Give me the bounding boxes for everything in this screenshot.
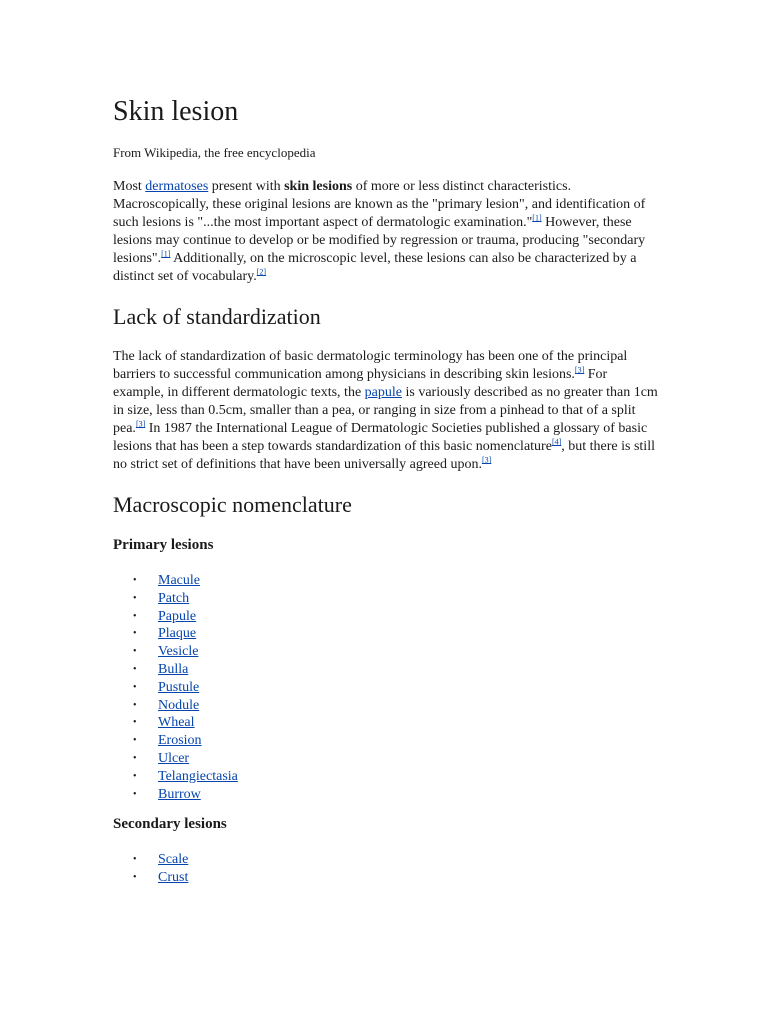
citation-3: [257, 267, 266, 276]
lesion-link[interactable]: Erosion: [158, 733, 202, 749]
lesion-link[interactable]: Burrow: [158, 786, 201, 802]
list-item: [133, 661, 658, 679]
bullet-icon: •: [133, 592, 137, 604]
citation-link-5[interactable]: [3]: [135, 419, 146, 429]
bullet-icon: •: [133, 788, 137, 800]
lesion-link[interactable]: Bulla: [158, 661, 189, 677]
lesion-link[interactable]: Vesicle: [158, 644, 199, 660]
citation-link-1[interactable]: [1]: [532, 213, 542, 223]
dermatoses-link[interactable]: dermatoses: [145, 179, 209, 194]
citation-link-3[interactable]: [2]: [256, 267, 267, 277]
list-item: [133, 750, 658, 768]
article-page: [113, 96, 658, 897]
papule-link[interactable]: papule: [364, 385, 402, 400]
lesion-link[interactable]: Nodule: [158, 697, 200, 713]
secondary-lesions-list: [113, 851, 658, 887]
citation-7: [482, 455, 491, 464]
citation-4: [575, 365, 584, 374]
tagline: From Wikipedia, the free encyclopedia: [113, 145, 316, 160]
std-text-3: is variously described as no greater than 1cm in size, less than 0.5cm, smaller than a pea, or ranging in size from a pinhead to that of a split pea.: [113, 385, 658, 436]
lesion-link[interactable]: Crust: [158, 870, 189, 886]
section-heading-standardization: Lack of standardization: [113, 304, 321, 329]
list-item: [133, 768, 658, 786]
bullet-icon: •: [133, 699, 137, 711]
lesion-link[interactable]: Patch: [158, 590, 190, 606]
list-item: [133, 714, 658, 732]
lesion-link[interactable]: Papule: [158, 608, 197, 624]
list-item: [133, 851, 658, 869]
std-text-2: For example, in different dermatologic texts, the: [113, 367, 608, 400]
citation-link-2[interactable]: [1]: [161, 249, 171, 259]
intro-text-1: Most: [113, 179, 146, 194]
bullet-icon: •: [133, 752, 137, 764]
citation-link-4[interactable]: [3]: [574, 365, 585, 375]
bullet-icon: •: [133, 628, 137, 640]
list-item: [133, 590, 658, 608]
lesion-link[interactable]: Telangiectasia: [158, 768, 238, 784]
list-item: [133, 608, 658, 626]
std-text-1: The lack of standardization of basic dermatologic terminology has been one of the principal barriers to successful communication among physicians in describing skin lesions.: [113, 349, 628, 382]
bullet-icon: •: [133, 872, 137, 884]
lesion-link[interactable]: Ulcer: [158, 750, 190, 766]
bullet-icon: •: [133, 646, 137, 658]
bullet-icon: •: [133, 770, 137, 782]
bullet-icon: •: [133, 575, 137, 586]
lesion-link[interactable]: Scale: [158, 852, 189, 868]
page-title: Skin lesion: [113, 96, 239, 127]
citation-link-7[interactable]: [3]: [481, 455, 492, 465]
citation-5: [136, 419, 145, 428]
bullet-icon: •: [133, 854, 137, 866]
list-item: [133, 732, 658, 750]
primary-lesions-list: [113, 572, 658, 803]
list-item: [133, 679, 658, 697]
lesion-link[interactable]: Macule: [158, 573, 200, 588]
list-item: [133, 643, 658, 661]
list-item: [133, 786, 658, 804]
list-item: [133, 572, 658, 590]
standardization-paragraph: [113, 348, 658, 474]
intro-text-3: of more or less distinct characteristics. Macroscopically, these original lesions are known as the "primary lesion", and identification of such lesions is "...the most important aspect of dermatologic examination.": [113, 179, 646, 230]
bullet-icon: •: [133, 681, 137, 693]
list-item: [133, 869, 658, 887]
citation-6: [552, 437, 561, 446]
intro-text-5: Additionally, on the microscopic level, these lesions can also be characterized by a distinct set of vocabulary.: [113, 251, 637, 284]
lesion-link[interactable]: Wheal: [158, 715, 195, 731]
std-text-5: , but there is still no strict set of definitions that have been universally agreed upon.: [113, 439, 655, 472]
subheading-primary-lesions: Primary lesions: [113, 537, 214, 553]
subheading-secondary-lesions: Secondary lesions: [113, 816, 227, 833]
intro-text-2: present with: [208, 179, 285, 194]
bullet-icon: •: [133, 735, 137, 747]
intro-bold-term: skin lesions: [284, 179, 353, 194]
list-item: [133, 697, 658, 715]
section-heading-macroscopic: Macroscopic nomenclature: [113, 492, 352, 517]
intro-paragraph: [113, 178, 658, 286]
bullet-icon: •: [133, 610, 137, 622]
bullet-icon: •: [133, 663, 137, 675]
lesion-link[interactable]: Plaque: [158, 626, 197, 642]
lesion-link[interactable]: Pustule: [158, 679, 200, 695]
std-text-4: In 1987 the International League of Dermatologic Societies published a glossary of basic lesions that has been a step towards standardization of this basic nomenclature: [113, 421, 648, 454]
citation-link-6[interactable]: [4]: [551, 437, 562, 447]
bullet-icon: •: [133, 717, 137, 729]
intro-text-4: However, these lesions may continue to develop or be modified by regression or trauma, producing "secondary lesions".: [113, 215, 646, 266]
list-item: [133, 625, 658, 643]
citation-1: [532, 213, 541, 222]
